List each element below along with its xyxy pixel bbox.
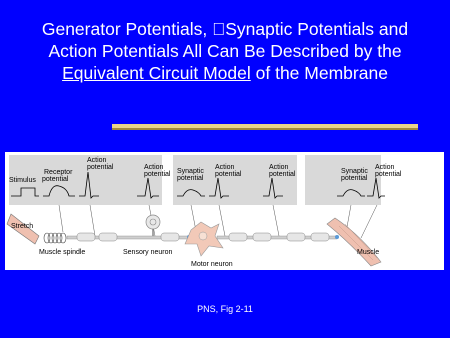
pointer-action-3 bbox=[219, 205, 225, 236]
pointer-action-4 bbox=[273, 205, 279, 236]
title-line-3-rest: of the Membrane bbox=[250, 63, 388, 83]
pointer-action-1 bbox=[90, 205, 95, 236]
title-line-3 bbox=[6, 62, 444, 84]
label-muscle: Muscle bbox=[357, 249, 380, 256]
title-underlined-phrase: Equivalent Circuit Model bbox=[62, 63, 251, 83]
label-action-potential-d2: potential bbox=[269, 171, 296, 178]
sensory-cell-body bbox=[146, 215, 160, 229]
title-line-2: Action Potentials All Can Be Described by the bbox=[48, 41, 402, 61]
label-action-potential-d1: Action bbox=[269, 164, 289, 171]
muscle bbox=[327, 218, 381, 266]
synapse-marker-2 bbox=[335, 235, 339, 239]
figure-drawing bbox=[5, 152, 444, 270]
label-stretch: Stretch bbox=[11, 223, 34, 230]
label-action-potential-c2: potential bbox=[215, 171, 242, 178]
label-synaptic-potential-b2: potential bbox=[341, 175, 368, 182]
label-receptor-potential-2: potential bbox=[42, 176, 69, 183]
label-synaptic-potential-a1: Synaptic bbox=[177, 168, 204, 175]
label-action-potential-a2: potential bbox=[87, 164, 114, 171]
neuron-circuit-figure bbox=[5, 152, 444, 270]
label-stimulus: Stimulus bbox=[9, 177, 36, 184]
label-action-potential-e1: Action bbox=[375, 164, 395, 171]
label-action-potential-c1: Action bbox=[215, 164, 235, 171]
title-line-1: Generator Potentials, Synaptic Potentials and bbox=[48, 19, 402, 39]
slide-title bbox=[6, 18, 444, 84]
label-action-potential-b1: Action bbox=[144, 164, 164, 171]
label-muscle-spindle: Muscle spindle bbox=[39, 249, 86, 256]
label-sensory-neuron: Sensory neuron bbox=[123, 249, 173, 256]
label-action-potential-a1: Action bbox=[87, 157, 107, 164]
label-action-potential-e2: potential bbox=[375, 171, 402, 178]
label-motor-neuron: Motor neuron bbox=[191, 261, 233, 268]
label-synaptic-potential-a2: potential bbox=[177, 175, 204, 182]
label-synaptic-potential-b1: Synaptic bbox=[341, 168, 368, 175]
figure-caption: PNS, Fig 2-11 bbox=[197, 304, 253, 314]
spindle-coil bbox=[44, 233, 66, 243]
pointer-receptor bbox=[59, 205, 63, 232]
pointer-action-5 bbox=[361, 205, 377, 238]
title-divider-rule bbox=[112, 124, 418, 130]
label-receptor-potential-1: Receptor bbox=[44, 169, 73, 176]
label-action-potential-b2: potential bbox=[144, 171, 171, 178]
